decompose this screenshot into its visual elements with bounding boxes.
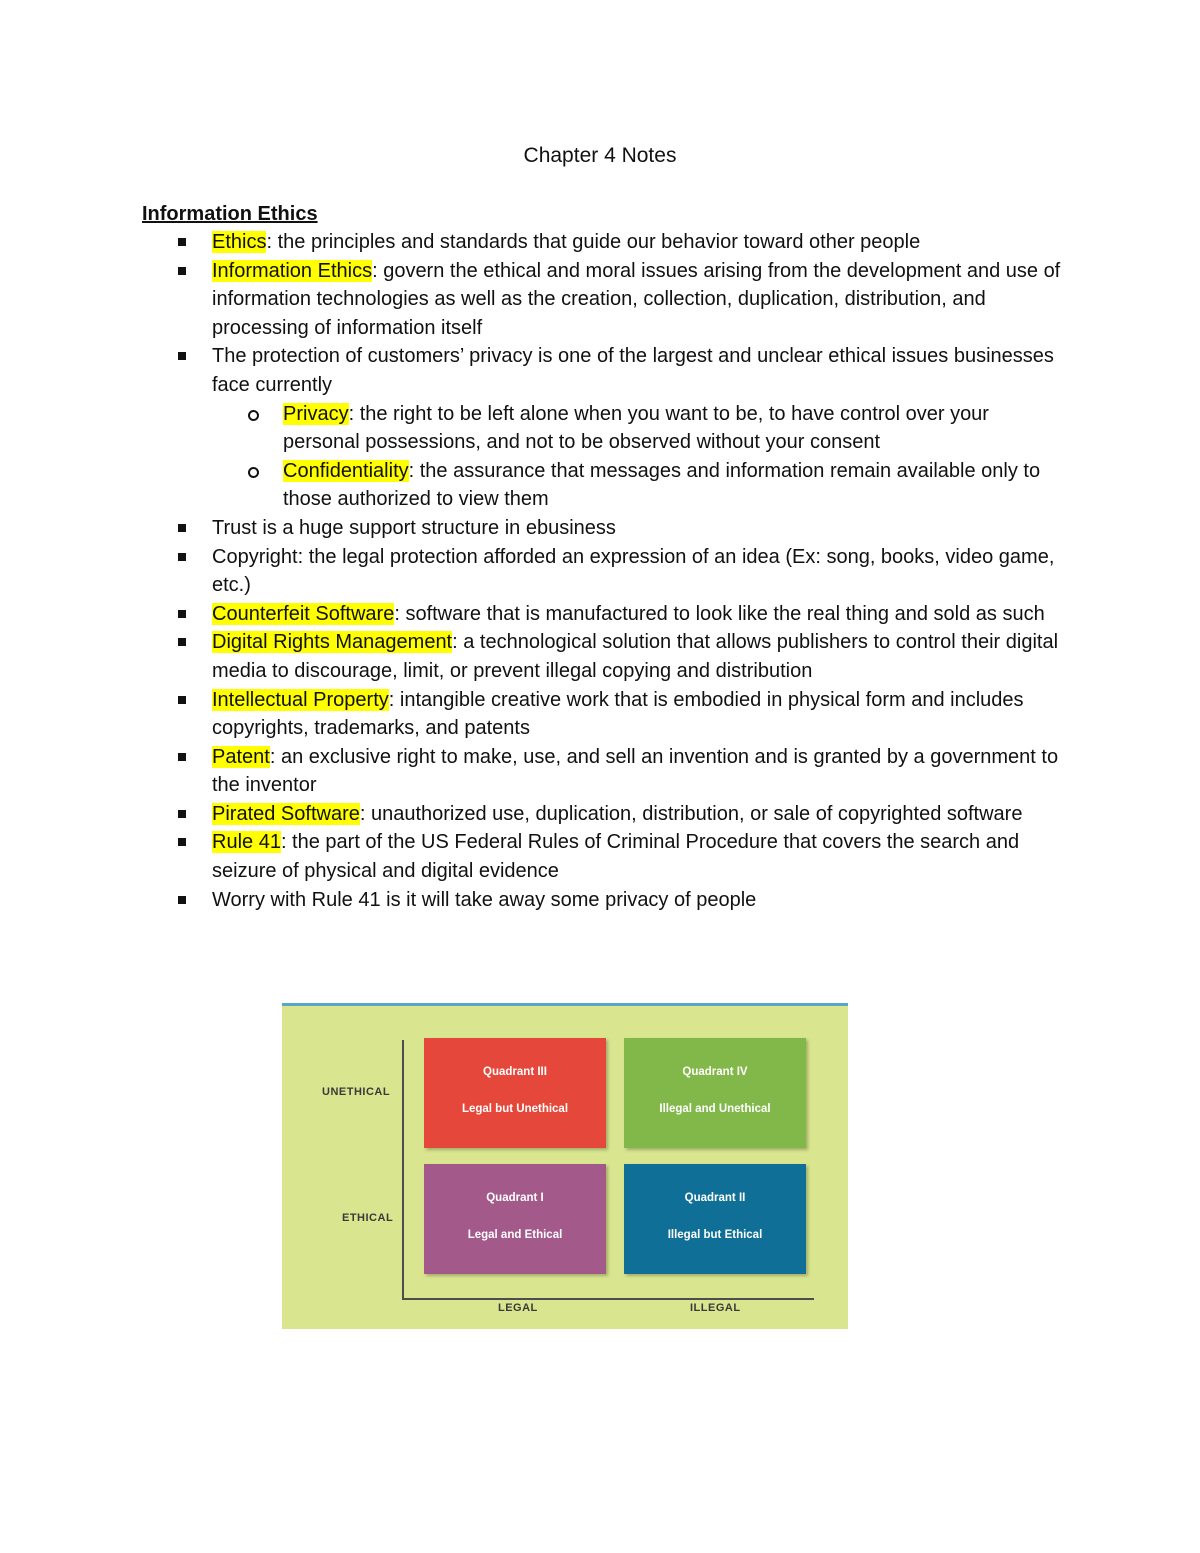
highlighted-term: Rule 41: [212, 831, 281, 854]
list-item: [0, 686, 1062, 743]
x-label-legal: LEGAL: [498, 1302, 538, 1314]
list-item-text: : intangible creative work that is embodied in physical form and includes copyrights, trademarks, and patents: [212, 688, 1024, 740]
list-item-text: Worry with Rule 41 is it will take away some privacy of people: [212, 888, 757, 911]
highlighted-term: Pirated Software: [212, 802, 360, 825]
quadrant-description: Legal and Ethical: [467, 1229, 563, 1241]
quadrant-name: Quadrant II: [684, 1192, 746, 1204]
quadrant-name: Quadrant III: [483, 1066, 547, 1078]
square-bullet-icon: [178, 638, 186, 646]
quadrant-iv: [624, 1038, 806, 1148]
sub-list-item: [0, 457, 1063, 514]
list-item: [0, 342, 1062, 399]
page-title: Chapter 4 Notes: [523, 144, 677, 167]
sub-list-item: [0, 400, 1063, 457]
list-item-text: The protection of customers’ privacy is one of the largest and unclear ethical issues businesses face currently: [212, 345, 1054, 396]
list-item-text: : a technological solution that allows publishers to control their digital media to discourage, limit, or prevent illegal copying and distribution: [212, 631, 1059, 682]
highlighted-term: Intellectual Property: [212, 688, 389, 711]
bullet-list: [0, 228, 1200, 914]
quadrant-ii: [624, 1164, 806, 1274]
square-bullet-icon: [178, 696, 186, 704]
list-item: [0, 800, 1062, 829]
highlighted-term: Counterfeit Software: [212, 602, 395, 625]
square-bullet-icon: [178, 838, 186, 846]
y-axis-line: [402, 1040, 404, 1300]
ethics-quadrant-figure: [282, 1003, 848, 1329]
highlighted-term: Information Ethics: [212, 259, 373, 282]
highlighted-term: Digital Rights Management: [212, 631, 453, 654]
list-item: [0, 743, 1062, 800]
list-item-text: : software that is manufactured to look like the real thing and sold as such: [394, 602, 1045, 625]
list-item-text: : an exclusive right to make, use, and sell an invention and is granted by a government to the inventor: [212, 745, 1059, 797]
square-bullet-icon: [178, 352, 186, 360]
x-axis-line: [402, 1298, 814, 1300]
list-item: [0, 886, 1062, 915]
highlighted-term: Privacy: [283, 402, 349, 425]
circle-bullet-icon: [248, 467, 259, 478]
quadrant-i: [424, 1164, 606, 1274]
quadrant-name: Quadrant I: [486, 1192, 544, 1204]
list-item: [0, 257, 1062, 343]
section-heading: Information Ethics: [142, 203, 318, 225]
highlighted-term: Patent: [212, 745, 270, 768]
list-item-text: Copyright: the legal protection afforded an expression of an idea (Ex: song, books, video game, etc.): [212, 545, 1055, 597]
y-label-ethical: ETHICAL: [342, 1212, 394, 1224]
list-item: [0, 828, 1062, 885]
quadrant-description: Illegal and Unethical: [659, 1103, 771, 1115]
square-bullet-icon: [178, 238, 186, 246]
list-item-text: : the part of the US Federal Rules of Criminal Procedure that covers the search and seizure of physical and digital evidence: [212, 831, 1020, 883]
square-bullet-icon: [178, 896, 186, 904]
list-item-text: : unauthorized use, duplication, distribution, or sale of copyrighted software: [359, 802, 1023, 825]
quadrant-iii: [424, 1038, 606, 1148]
square-bullet-icon: [178, 810, 186, 818]
square-bullet-icon: [178, 524, 186, 532]
square-bullet-icon: [178, 267, 186, 275]
quadrant-name: Quadrant IV: [682, 1066, 748, 1078]
list-item-text: Trust is a huge support structure in ebusiness: [212, 516, 616, 539]
x-label-illegal: ILLEGAL: [690, 1302, 741, 1314]
quadrant-description: Illegal but Ethical: [667, 1229, 763, 1241]
list-item: [0, 543, 1062, 600]
circle-bullet-icon: [248, 410, 259, 421]
quadrant-description: Legal but Unethical: [461, 1103, 569, 1115]
list-item: [0, 514, 1062, 543]
list-item-text: : the assurance that messages and information remain available only to those authorized to view them: [283, 459, 1041, 511]
list-item: [0, 600, 1062, 629]
square-bullet-icon: [178, 753, 186, 761]
list-item: [0, 228, 1062, 257]
highlighted-term: Confidentiality: [283, 459, 409, 482]
list-item-text: : the principles and standards that guide our behavior toward other people: [266, 231, 921, 253]
list-item-text: : govern the ethical and moral issues arising from the development and use of information technologies as well as the creation, collection, duplication, distribution, and processing of information itself: [212, 259, 1061, 339]
list-item: [0, 628, 1062, 685]
square-bullet-icon: [178, 553, 186, 561]
list-item-text: : the right to be left alone when you want to be, to have control over your personal possessions, and not to be observed without your consent: [283, 402, 989, 454]
highlighted-term: Ethics: [212, 231, 267, 253]
square-bullet-icon: [178, 610, 186, 618]
y-label-unethical: UNETHICAL: [322, 1086, 391, 1098]
